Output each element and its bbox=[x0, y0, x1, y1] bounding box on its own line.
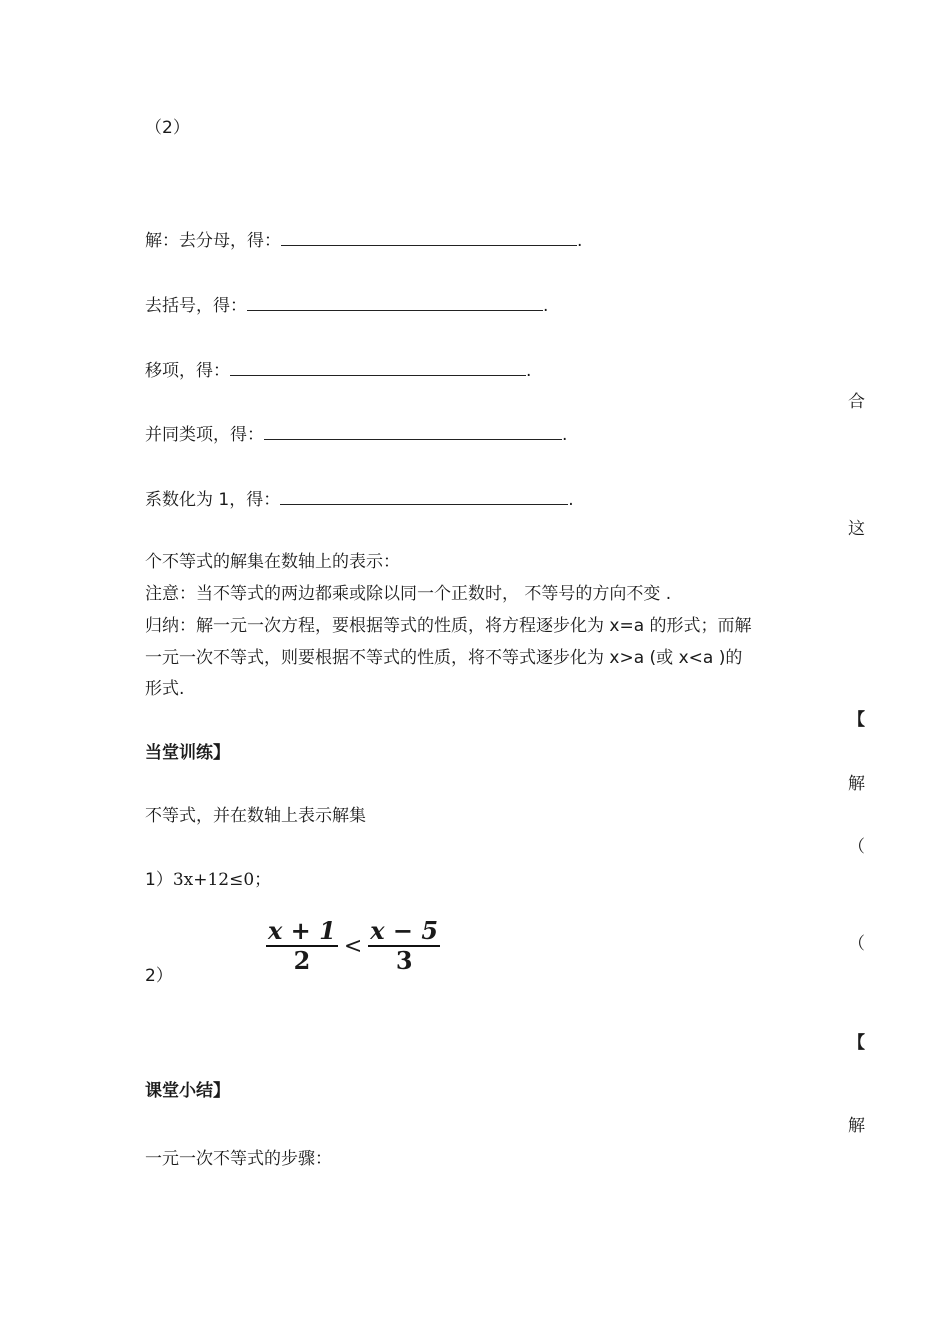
step-1-label: 解：去分母，得： bbox=[145, 231, 281, 251]
right-fraction bbox=[368, 918, 440, 975]
exercise-1-label: 1） bbox=[145, 870, 173, 890]
summary-line-3: 形式. bbox=[145, 679, 185, 699]
margin-char-6: （ bbox=[848, 934, 865, 954]
left-denominator: 2 bbox=[293, 946, 311, 975]
step-2 bbox=[145, 294, 548, 317]
margin-char-1: 合 bbox=[848, 392, 865, 412]
step-2-period: . bbox=[543, 296, 549, 316]
step-3-period: . bbox=[526, 361, 532, 381]
step-4 bbox=[145, 423, 567, 446]
note-line: 注意：当不等式的两边都乘或除以同一个正数时， 不等号的方向不变 . bbox=[145, 584, 672, 604]
step-5-label: 系数化为 1，得： bbox=[145, 490, 281, 510]
step-2-label: 去括号，得： bbox=[145, 296, 247, 316]
step-1-period: . bbox=[577, 231, 583, 251]
step-5 bbox=[145, 488, 574, 511]
step-2-answer-blank[interactable] bbox=[247, 294, 543, 311]
right-numerator: x − 5 bbox=[370, 916, 439, 945]
step-4-label: 并同类项，得： bbox=[145, 425, 264, 445]
margin-char-2: 这 bbox=[848, 519, 865, 539]
step-3-label: 移项，得： bbox=[145, 361, 230, 381]
left-fraction bbox=[266, 918, 338, 975]
exercise-1 bbox=[145, 869, 271, 891]
margin-char-4: 解 bbox=[848, 774, 865, 794]
step-1 bbox=[145, 229, 582, 252]
exercise-2-label: 2） bbox=[145, 966, 173, 986]
step-4-answer-blank[interactable] bbox=[264, 423, 562, 440]
margin-char-3: 【 bbox=[848, 710, 865, 730]
left-numerator: x + 1 bbox=[268, 916, 336, 945]
exercise-2-inequality bbox=[266, 918, 440, 975]
step-4-period: . bbox=[562, 425, 568, 445]
margin-char-8: 解 bbox=[848, 1116, 865, 1136]
summary-line-2: 一元一次不等式，则要根据不等式的性质，将不等式逐步化为 x>a (或 x<a )的 bbox=[145, 648, 743, 668]
less-than-sign: < bbox=[343, 934, 363, 959]
step-5-answer-blank[interactable] bbox=[280, 488, 568, 505]
exercise-1-expression: 3x+12≤0； bbox=[172, 870, 272, 890]
right-denominator: 3 bbox=[395, 946, 413, 975]
margin-char-5: （ bbox=[848, 837, 865, 857]
numberline-instruction: 个不等式的解集在数轴上的表示： bbox=[145, 552, 400, 572]
step-3 bbox=[145, 359, 531, 382]
training-heading: 当堂训练】 bbox=[145, 743, 230, 763]
class-summary-heading: 课堂小结】 bbox=[145, 1081, 230, 1101]
item-2-label: （2） bbox=[145, 118, 190, 138]
training-intro: 不等式，并在数轴上表示解集 bbox=[145, 806, 366, 826]
summary-line-1: 归纳：解一元一次方程，要根据等式的性质，将方程逐步化为 x=a 的形式；而解 bbox=[145, 616, 752, 636]
step-3-answer-blank[interactable] bbox=[230, 359, 526, 376]
class-summary-text: 一元一次不等式的步骤： bbox=[145, 1149, 332, 1169]
step-1-answer-blank[interactable] bbox=[281, 229, 577, 246]
margin-char-7: 【 bbox=[848, 1033, 865, 1053]
step-5-period: . bbox=[568, 490, 574, 510]
